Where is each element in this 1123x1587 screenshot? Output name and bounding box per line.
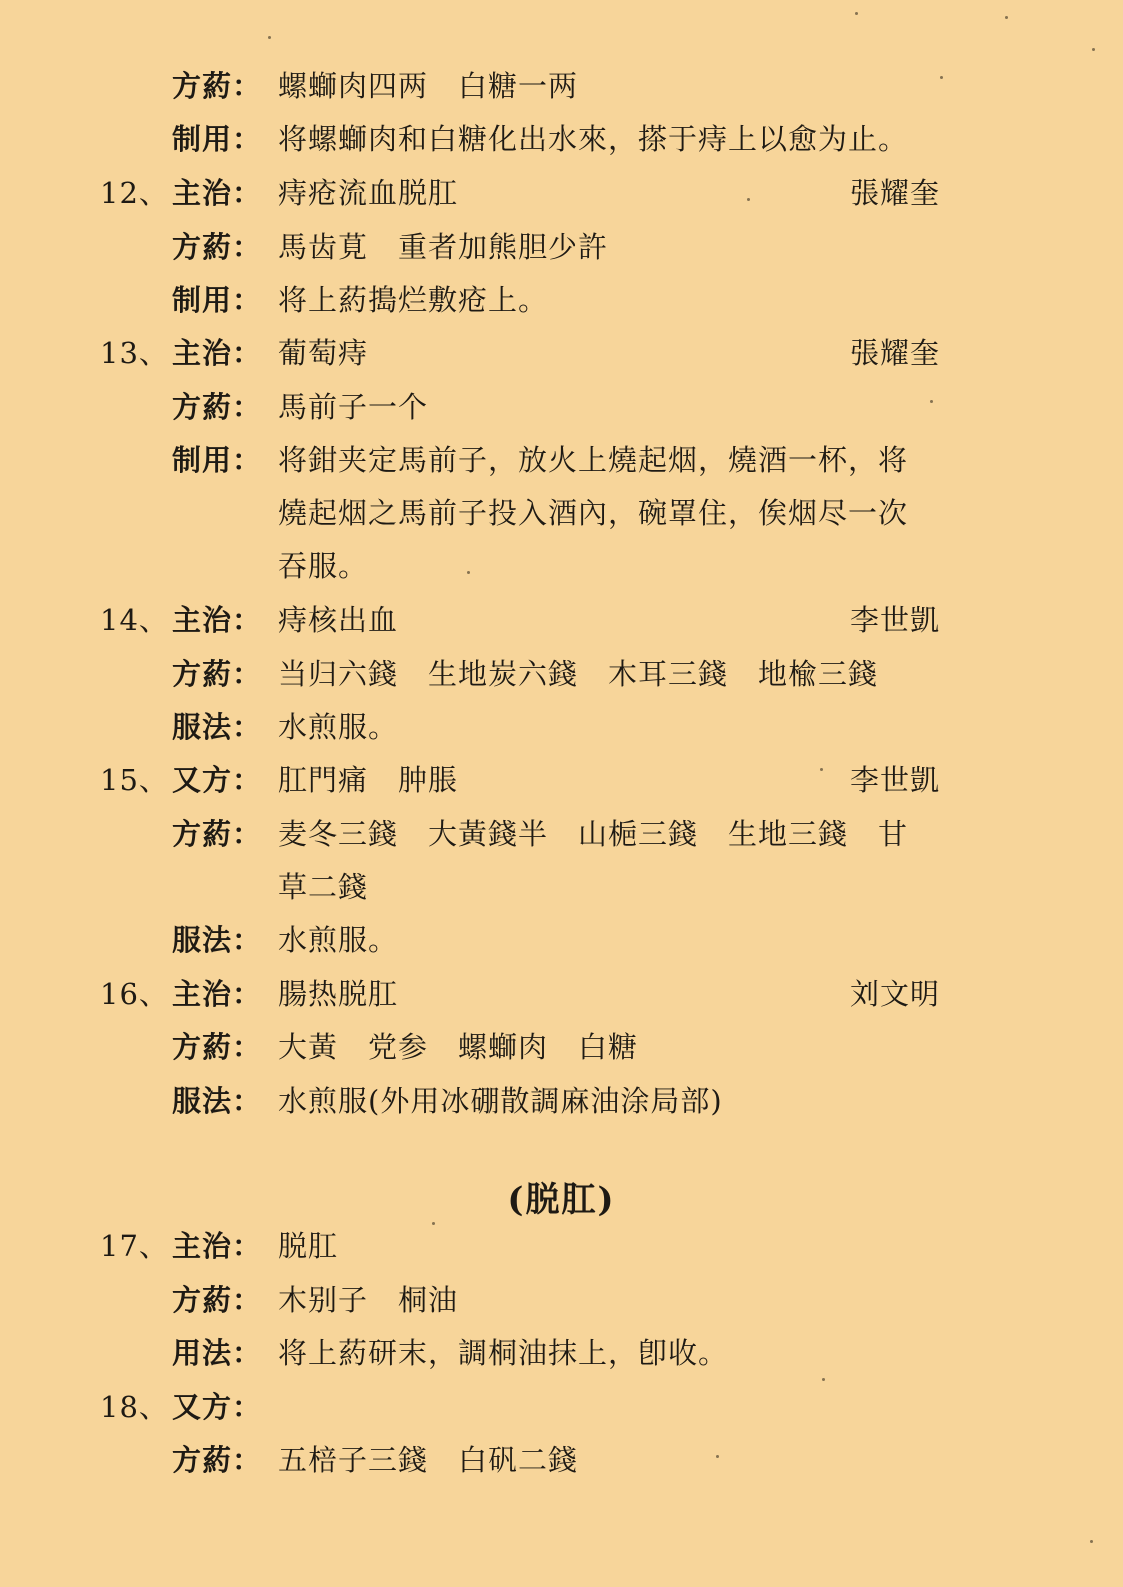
- entry-number: 17、: [100, 1229, 169, 1263]
- print-speck: [1005, 16, 1008, 19]
- print-speck: [940, 76, 943, 79]
- field-label: 制用：: [172, 122, 263, 156]
- print-speck: [467, 571, 470, 574]
- field-label: 主治：: [172, 336, 263, 370]
- section-heading: (脱肛): [507, 1180, 616, 1220]
- field-text: 葡萄痔: [278, 336, 369, 370]
- field-label: 方葯：: [172, 230, 263, 264]
- field-label: 方葯：: [172, 817, 263, 851]
- field-label: 服法：: [172, 710, 263, 744]
- field-label: 又方：: [172, 1390, 263, 1424]
- field-label: 方葯：: [172, 69, 263, 103]
- print-speck: [1092, 48, 1095, 51]
- field-text: 吞服。: [278, 549, 369, 583]
- field-text: 腸热脱肛: [278, 977, 399, 1011]
- print-speck: [855, 12, 858, 15]
- field-label: 服法：: [172, 923, 263, 957]
- field-text: 肛門痛 肿脹: [278, 763, 459, 797]
- entry-number: 14、: [100, 603, 169, 637]
- field-label: 主治：: [172, 977, 263, 1011]
- entry-number: 13、: [100, 336, 169, 370]
- field-text: 五棓子三錢 白矾二錢: [278, 1443, 579, 1477]
- field-text: 当归六錢 生地炭六錢 木耳三錢 地楡三錢: [278, 657, 879, 691]
- field-text: 草二錢: [278, 870, 369, 904]
- field-text: 水煎服。: [278, 710, 399, 744]
- author-name: 刘文明: [850, 977, 941, 1011]
- field-label: 方葯：: [172, 1030, 263, 1064]
- author-name: 李世凱: [850, 603, 941, 637]
- field-text: 燒起烟之馬前子投入酒內，碗罩住，俟烟尽一次: [278, 496, 909, 530]
- field-text: 痔疮流血脱肛: [278, 176, 459, 210]
- field-label: 用法：: [172, 1336, 263, 1370]
- field-text: 螺螄肉四两 白糖一两: [278, 69, 579, 103]
- entry-number: 16、: [100, 977, 169, 1011]
- field-text: 将螺螄肉和白糖化出水來，搽于痔上以愈为止。: [278, 122, 909, 156]
- author-name: 張耀奎: [850, 176, 941, 210]
- field-text: 将鉗夹定馬前子，放火上燒起烟，燒酒一杯，将: [278, 443, 909, 477]
- field-label: 制用：: [172, 443, 263, 477]
- field-label: 主治：: [172, 603, 263, 637]
- field-text: 水煎服。: [278, 923, 399, 957]
- entry-number: 15、: [100, 763, 169, 797]
- field-text: 脱肛: [278, 1229, 339, 1263]
- print-speck: [716, 1455, 719, 1458]
- print-speck: [432, 1222, 435, 1225]
- field-text: 馬前子一个: [278, 390, 429, 424]
- entry-number: 12、: [100, 176, 169, 210]
- field-text: 水煎服(外用冰硼散調麻油涂局部): [278, 1084, 723, 1118]
- author-name: 張耀奎: [850, 336, 941, 370]
- field-label: 方葯：: [172, 390, 263, 424]
- print-speck: [822, 1378, 825, 1381]
- print-speck: [930, 400, 933, 403]
- field-label: 主治：: [172, 176, 263, 210]
- author-name: 李世凱: [850, 763, 941, 797]
- field-text: 痔核出血: [278, 603, 399, 637]
- print-speck: [268, 36, 271, 39]
- print-speck: [747, 198, 750, 201]
- field-label: 制用：: [172, 283, 263, 317]
- field-label: 又方：: [172, 763, 263, 797]
- field-text: 木别子 桐油: [278, 1283, 459, 1317]
- field-text: 将上葯搗烂敷疮上。: [278, 283, 549, 317]
- field-label: 服法：: [172, 1084, 263, 1118]
- field-label: 方葯：: [172, 1443, 263, 1477]
- field-text: 大黃 党参 螺螄肉 白糖: [278, 1030, 639, 1064]
- field-label: 方葯：: [172, 1283, 263, 1317]
- print-speck: [820, 768, 823, 771]
- field-label: 方葯：: [172, 657, 263, 691]
- entry-number: 18、: [100, 1390, 169, 1424]
- field-text: 将上葯研末，調桐油抹上，卽收。: [278, 1336, 729, 1370]
- print-speck: [1090, 1540, 1093, 1543]
- field-text: 麦冬三錢 大黃錢半 山梔三錢 生地三錢 甘: [278, 817, 909, 851]
- field-text: 馬齿莧 重者加熊胆少許: [278, 230, 609, 264]
- field-label: 主治：: [172, 1229, 263, 1263]
